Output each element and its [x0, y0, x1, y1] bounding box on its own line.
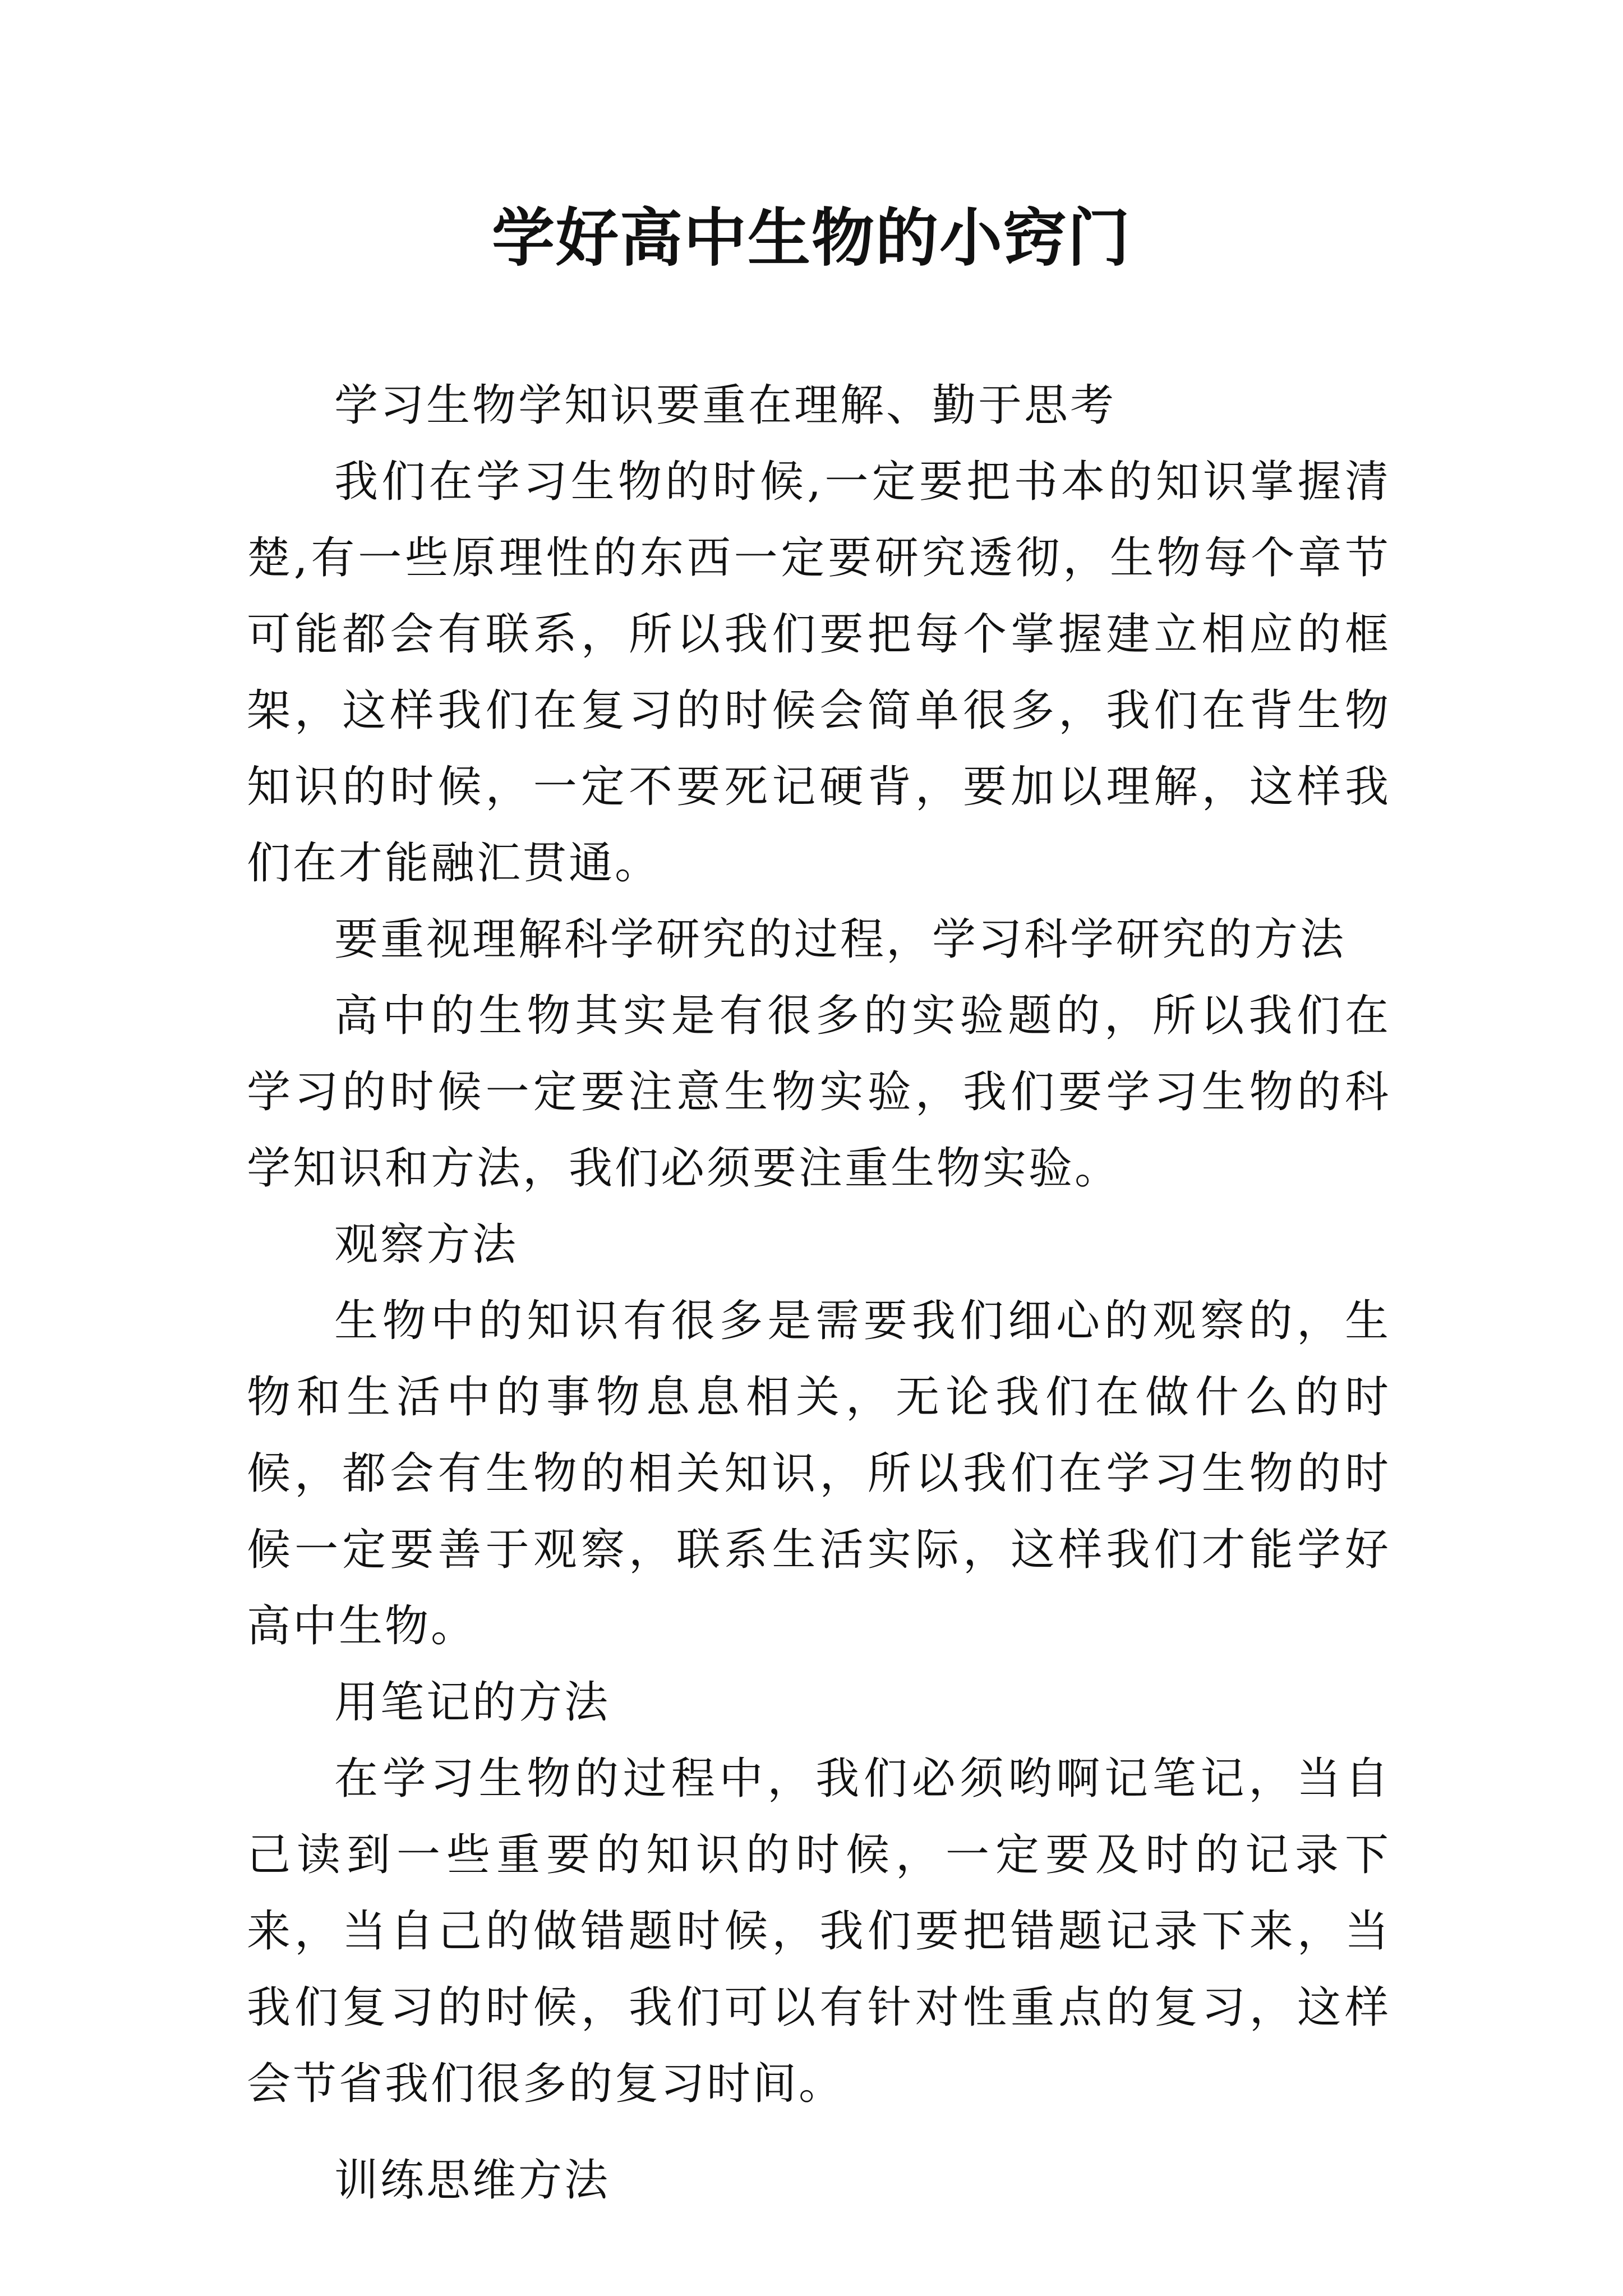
section-heading-thinking: 训练思维方法 [334, 2155, 611, 2206]
document-title: 学好高中生物的小窍门 [492, 201, 1131, 275]
section-paragraph-observation: 生物中的知识有很多是需要我们细心的观察的，生物和生活中的事物息息相关，无论我们在做什么的时候，都会有生物的相关知识，所以我们在学习生物的时候一定要善于观察，联系生活实际，这样我们才能学好高中生物。 [247, 1296, 1391, 1651]
document-body [247, 367, 1391, 2219]
section-heading-notes: 用笔记的方法 [334, 1677, 611, 1728]
section-heading-research-methods: 要重视理解科学研究的过程，学习科学研究的方法 [334, 914, 1347, 965]
section-heading-understanding: 学习生物学知识要重在理解、勤于思考 [334, 380, 1117, 431]
section-heading-observation: 观察方法 [334, 1220, 519, 1270]
section-paragraph-understanding: 我们在学习生物的时候,一定要把书本的知识掌握清楚,有一些原理性的东西一定要研究透彻，生物每个章节可能都会有联系，所以我们要把每个掌握建立相应的框架，这样我们在复习的时候会简单很多，我们在背生物知识的时候，一定不要死记硬背，要加以理解，这样我们在才能融汇贯通。 [247, 457, 1391, 889]
section-paragraph-notes: 在学习生物的过程中，我们必须哟啊记笔记，当自己读到一些重要的知识的时候，一定要及时的记录下来，当自己的做错题时候，我们要把错题记录下来，当我们复习的时候，我们可以有针对性重点的复习，这样会节省我们很多的复习时间。 [247, 1754, 1391, 2109]
section-paragraph-research-methods: 高中的生物其实是有很多的实验题的，所以我们在学习的时候一定要注意生物实验，我们要学习生物的科学知识和方法，我们必须要注重生物实验。 [247, 991, 1391, 1194]
